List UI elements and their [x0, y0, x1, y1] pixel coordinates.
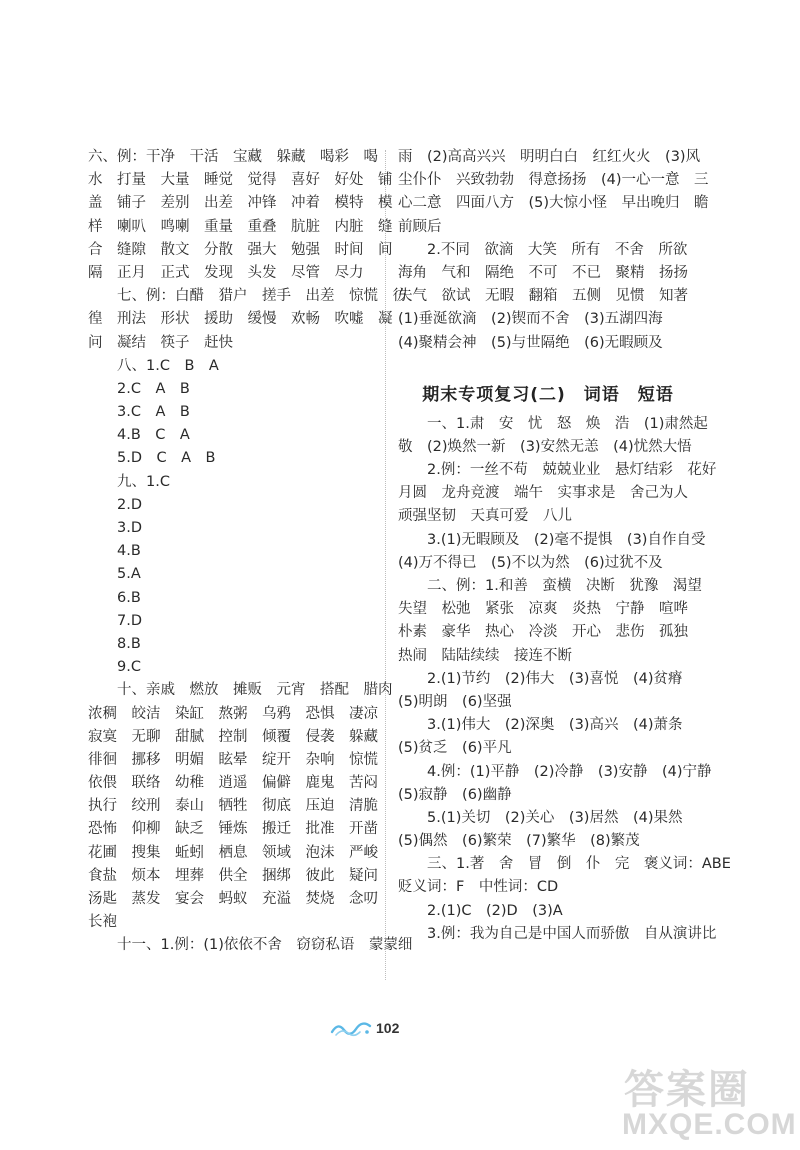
- text-line: 问 凝结 筷子 赶快: [88, 334, 233, 351]
- text-line: 心二意 四面八方 (5)大惊小怪 早出晚归 瞻: [398, 195, 709, 212]
- text-line: 一、1.肃 安 忧 怒 焕 浩 (1)肃然起: [427, 415, 708, 432]
- text-line: 3.例：我为自己是中国人而骄傲 自从演讲比: [427, 925, 717, 942]
- text-line: 依偎 联络 幼稚 逍遥 偏僻 鹿鬼 苦闷: [88, 775, 378, 792]
- text-line: 执行 绞刑 泰山 牺牲 彻底 压迫 清脆: [88, 798, 378, 815]
- text-line: 隔 正月 正式 发现 头发 尽管 尽力: [88, 264, 364, 281]
- text-line: 2.不同 欲滴 大笑 所有 不舍 所欲: [427, 241, 688, 258]
- text-line: (5)明朗 (6)坚强: [398, 693, 512, 710]
- text-line: 六、例：干净 干活 宝藏 躲藏 喝彩 喝: [88, 149, 378, 165]
- right-column-top: [398, 146, 709, 355]
- right-column: [398, 146, 731, 946]
- text-line: (5)寂静 (6)幽静: [398, 786, 512, 803]
- watermark-logo-top: 答案圈: [624, 1067, 750, 1113]
- text-line: 海角 气和 隔绝 不可 不已 聚精 扬扬: [398, 264, 688, 281]
- text-line: 合 缝隙 散文 分散 强大 勉强 时间 间: [88, 241, 393, 258]
- watermark-logo-bottom: MXQE.COM: [622, 1108, 797, 1141]
- text-line: 5.D C A B: [117, 450, 216, 467]
- text-line: 3.C A B: [117, 404, 190, 421]
- text-line: 4.B C A: [117, 427, 190, 444]
- text-line: 2.(1)节约 (2)伟大 (3)喜悦 (4)贫瘠: [427, 670, 683, 687]
- text-line: 花圃 搜集 蚯蚓 栖息 领域 泡沫 严峻: [88, 844, 378, 861]
- text-line: 七、例：白醋 猎户 搓手 出差 惊慌 彷: [117, 288, 407, 305]
- text-line: 雨 (2)高高兴兴 明明白白 红红火火 (3)风: [398, 149, 701, 165]
- left-column: [88, 146, 413, 958]
- text-line: (4)聚精会神 (5)与世隔绝 (6)无暇顾及: [398, 334, 663, 351]
- text-line: 样 喇叭 鸣喇 重量 重叠 肮脏 内脏 缝: [88, 218, 393, 235]
- text-line: 八、1.C B A: [117, 357, 219, 374]
- section-heading: 期末专项复习(二) 词语 短语: [422, 384, 674, 405]
- text-line: 水 打量 大量 睡觉 觉得 喜好 好处 铺: [88, 172, 393, 189]
- text-line: 2.C A B: [117, 380, 190, 397]
- text-line: 3.D: [117, 520, 142, 536]
- text-line: 三、1.著 舍 冒 倒 仆 完 褒义词：ABE: [427, 856, 731, 873]
- text-line: 月圆 龙舟竞渡 端午 实事求是 舍己为人: [398, 485, 688, 502]
- text-line: 十、亲戚 燃放 摊贩 元宵 搭配 腊肉: [117, 682, 393, 699]
- watermark-logo: [618, 1058, 797, 1146]
- text-line: 二、例：1.和善 蛮横 决断 犹豫 渴望: [427, 578, 702, 594]
- text-line: 顽强坚韧 天真可爱 八儿: [398, 508, 572, 525]
- text-line: 8.B: [117, 635, 141, 652]
- text-line: 失望 松弛 紧张 凉爽 炎热 宁静 喧哗: [398, 601, 688, 618]
- text-line: 2.例：一丝不苟 兢兢业业 悬灯结彩 花好: [427, 462, 717, 479]
- section-gap: [398, 355, 698, 379]
- text-line: 徨 刑法 形状 援助 缓慢 欢畅 吹嘘 凝: [88, 311, 393, 328]
- text-line: 敬 (2)焕然一新 (3)安然无恙 (4)忧然大悟: [398, 438, 692, 455]
- text-line: 贬义词：F 中性词：CD: [398, 879, 559, 896]
- text-line: 2.D: [117, 496, 142, 513]
- text-line: 徘徊 挪移 明媚 眩晕 绽开 杂响 惊慌: [88, 751, 378, 768]
- text-line: 热闹 陆陆续续 接连不断: [398, 647, 572, 664]
- text-line: 十一、1.例：(1)依依不舍 窃窃私语 蒙蒙细: [117, 937, 413, 954]
- wave-ornament-icon: [330, 1020, 372, 1038]
- text-line: 6.B: [117, 589, 141, 606]
- text-line: 食盐 烦本 埋葬 供全 捆绑 彼此 疑问: [88, 867, 378, 884]
- text-line: 浓稠 皎洁 染缸 熬粥 乌鸦 恐惧 凄凉: [88, 705, 378, 722]
- text-line: 九、1.C: [117, 473, 170, 490]
- text-line: 2.(1)C (2)D (3)A: [427, 902, 563, 919]
- text-line: 朴素 豪华 热心 冷淡 开心 悲伤 孤独: [398, 624, 688, 641]
- column-divider: [385, 150, 386, 980]
- text-line: 5.A: [117, 566, 141, 583]
- text-line: 9.C: [117, 659, 141, 676]
- text-line: 7.D: [117, 612, 142, 629]
- text-line: 3.(1)伟大 (2)深奥 (3)高兴 (4)萧条: [427, 717, 683, 734]
- page-number: 102: [376, 1020, 400, 1036]
- page-footer: [330, 1018, 470, 1044]
- text-line: 前顾后: [398, 218, 442, 235]
- text-line: 失气 欲试 无暇 翻箱 五侧 见惯 知著: [398, 288, 688, 305]
- text-line: 寂寞 无聊 甜腻 控制 倾覆 侵袭 躲藏: [88, 728, 378, 745]
- text-line: 盖 铺子 差别 出差 冲锋 冲着 模特 模: [88, 195, 393, 212]
- text-line: 3.(1)无暇顾及 (2)毫不提惧 (3)自作自受: [427, 531, 706, 548]
- text-line: 4.例：(1)平静 (2)冷静 (3)安静 (4)宁静: [427, 763, 712, 780]
- text-line: (4)万不得已 (5)不以为然 (6)过犹不及: [398, 554, 663, 571]
- text-line: 尘仆仆 兴致勃勃 得意扬扬 (4)一心一意 三: [398, 172, 709, 189]
- text-line: 长袍: [88, 914, 117, 931]
- text-line: 4.B: [117, 543, 141, 560]
- right-column-bottom: [398, 413, 731, 946]
- text-line: (1)垂涎欲滴 (2)锲而不舍 (3)五湖四海: [398, 311, 663, 328]
- text-line: (5)贫乏 (6)平凡: [398, 740, 512, 757]
- text-line: (5)偶然 (6)繁荣 (7)繁华 (8)繁茂: [398, 833, 640, 850]
- text-line: 5.(1)关切 (2)关心 (3)居然 (4)果然: [427, 809, 683, 826]
- text-line: 汤匙 蒸发 宴会 蚂蚁 充溢 焚烧 念叨: [88, 891, 378, 907]
- text-line: 恐怖 仰柳 缺乏 锤炼 搬迁 批准 开凿: [88, 821, 378, 838]
